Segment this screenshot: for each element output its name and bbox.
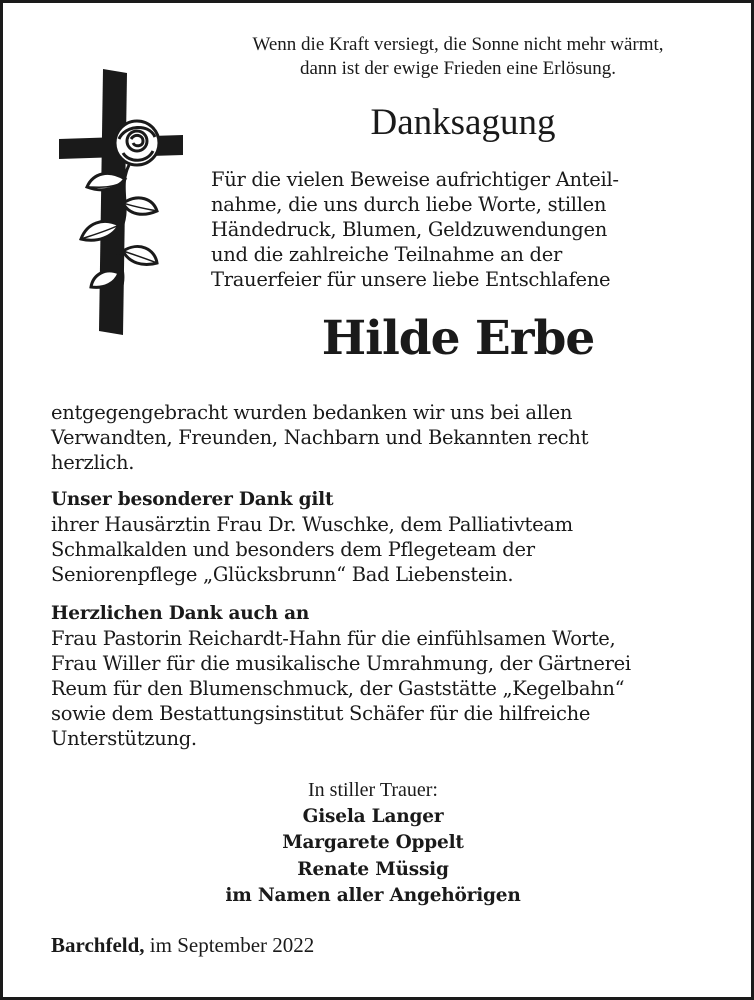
special-thanks-section [51, 487, 731, 587]
thanks-paragraph [51, 400, 731, 475]
signoff-block [143, 777, 603, 910]
date-text: im September 2022 [149, 933, 315, 957]
intro-paragraph [211, 167, 741, 292]
text-line: Schmalkalden und besonders dem Pflegeteam der [51, 538, 535, 561]
text-line: Trauerfeier für unsere liebe Entschlafene [211, 268, 611, 291]
quote-line: dann ist der ewige Frieden eine Erlösung. [299, 58, 617, 79]
text-line: Reum für den Blumenschmuck, der Gaststätte „Kegelbahn“ [51, 677, 625, 700]
text-line: Unterstützung. [51, 727, 197, 750]
text-line: sowie dem Bestattungsinstitut Schäfer für die hilfreiche [51, 702, 591, 725]
section-heading: Herzlichen Dank auch an [51, 603, 310, 624]
text-line: Verwandten, Freunden, Nachbarn und Bekannten recht [51, 426, 589, 449]
place-and-date [51, 931, 314, 959]
signoff-intro: In stiller Trauer: [308, 779, 438, 801]
signatory-name: Renate Müssig [297, 858, 449, 880]
signatory-name: Margarete Oppelt [282, 832, 464, 853]
signatory-name: Gisela Langer [302, 805, 444, 827]
section-heading: Unser besonderer Dank gilt [51, 489, 334, 510]
text-line: entgegengebracht wurden bedanken wir uns bei allen [51, 401, 573, 424]
signatory-family: im Namen aller Angehörigen [225, 885, 521, 906]
text-line: Für die vielen Beweise aufrichtiger Anteil- [211, 168, 619, 191]
quote-line: Wenn die Kraft versiegt, die Sonne nicht mehr wärmt, [252, 34, 664, 55]
further-thanks-section [51, 601, 731, 751]
text-line: und die zahlreiche Teilnahme an der [211, 243, 562, 266]
opening-quote [193, 33, 723, 81]
cross-with-rose-icon [59, 69, 183, 335]
text-line: nahme, die uns durch liebe Worte, stillen [211, 193, 607, 216]
place-city: Barchfeld, [51, 933, 145, 957]
text-line: herzlich. [51, 451, 135, 474]
text-line: Händedruck, Blumen, Geldzuwendungen [211, 218, 607, 241]
deceased-name: Hilde Erbe [321, 311, 595, 366]
text-line: Frau Willer für die musikalische Umrahmung, der Gärtnerei [51, 652, 631, 675]
page-title: Danksagung [370, 102, 556, 143]
text-line: ihrer Hausärztin Frau Dr. Wuschke, dem Palliativteam [51, 513, 573, 536]
text-line: Frau Pastorin Reichardt-Hahn für die einfühlsamen Worte, [51, 627, 616, 650]
text-line: Seniorenpflege „Glücksbrunn“ Bad Liebenstein. [51, 563, 514, 586]
